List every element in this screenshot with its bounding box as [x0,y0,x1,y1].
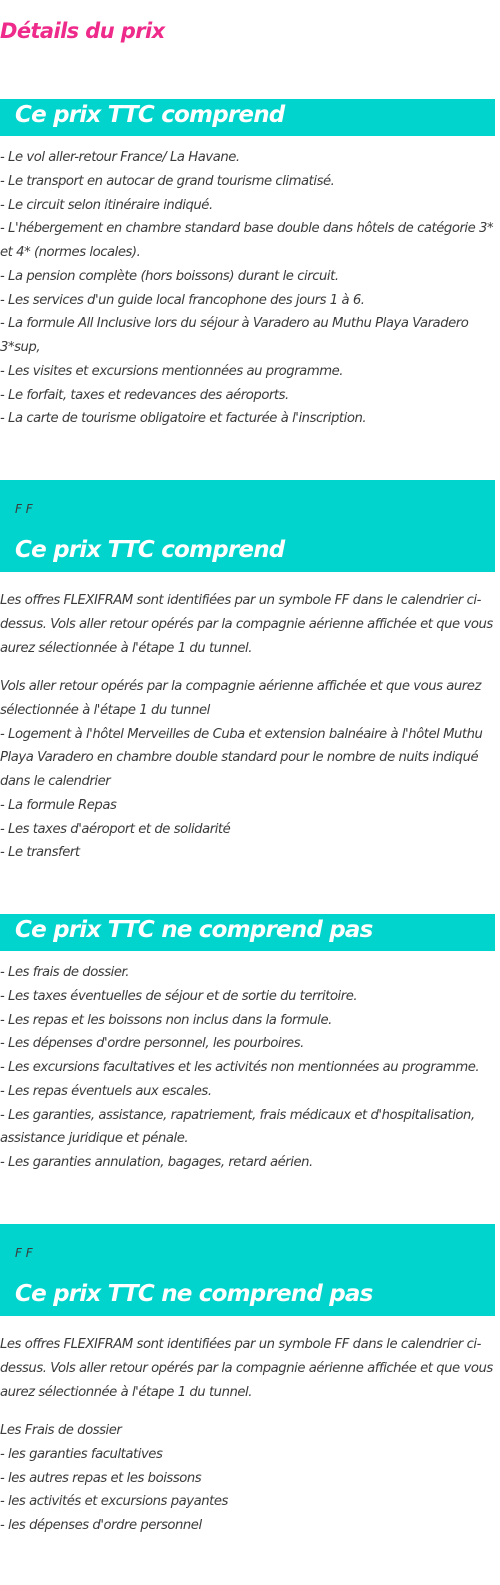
list-item: - Le transfert [0,845,80,861]
list-item: 3*sup, [0,340,41,355]
list-item: - Le vol aller-retour France/ La Havane. [0,150,240,165]
list-item: - Les excursions facultatives et les activités non mentionnées au programme. [0,1060,480,1075]
list-item: Vols aller retour opérés par la compagnie aérienne affichée et que vous aurez [0,679,481,694]
list-item: - Le transport en autocar de grand tourisme climatisé. [0,173,335,189]
flexifram-included-list [0,675,495,865]
list-item: - Le forfait, taxes et redevances des aéroports. [0,387,289,403]
list-item: - La pension complète (hors boissons) durant le circuit. [0,268,339,284]
section-title: Ce prix TTC comprend [15,102,285,128]
list-item: - La formule Repas [0,797,117,813]
list-item: - Le circuit selon itinéraire indiqué. [0,197,213,213]
list-item: - Les repas éventuels aux escales. [0,1083,212,1099]
paragraph-line: dessus. Vols aller retour opérés par la compagnie aérienne affichée et que vous [0,616,493,632]
list-item: - Les dépenses d'ordre personnel, les pourboires. [0,1036,304,1052]
list-item: et 4* (normes locales). [0,245,141,260]
section-header-included [0,99,495,136]
paragraph-line: dessus. Vols aller retour opérés par la compagnie aérienne affichée et que vous [0,1360,493,1376]
list-item: Playa Varadero en chambre double standard pour le nombre de nuits indiqué [0,750,479,766]
list-item: - les activités et excursions payantes [0,1494,228,1510]
section-header-flexifram-included [0,480,495,572]
flexifram-tag: F F [15,502,33,516]
included-list [0,146,495,431]
list-item: - Les repas et les boissons non inclus dans la formule. [0,1012,332,1028]
paragraph-line: aurez sélectionnée à l'étape 1 du tunnel. [0,640,253,656]
page-title: Détails du prix [0,19,165,43]
list-item: - les autres repas et les boissons [0,1470,202,1486]
section-header-not-included [0,914,495,951]
flexifram-intro [0,1333,495,1404]
list-item: - L'hébergement en chambre standard base double dans hôtels de catégorie 3* [0,221,494,237]
paragraph-line: aurez sélectionnée à l'étape 1 du tunnel. [0,1384,253,1400]
list-item: - La formule All Inclusive lors du séjour à Varadero au Muthu Playa Varadero [0,316,469,332]
paragraph-line: Les offres FLEXIFRAM sont identifiées par un symbole FF dans le calendrier ci- [0,593,481,608]
list-item: - les garanties facultatives [0,1446,163,1462]
list-item: - Logement à l'hôtel Merveilles de Cuba et extension balnéaire à l'hôtel Muthu [0,726,483,742]
list-item: - Les frais de dossier. [0,965,130,980]
list-item: - Les taxes éventuelles de séjour et de sortie du territoire. [0,988,358,1004]
section-title: Ce prix TTC ne comprend pas [15,1281,373,1307]
not-included-list [0,961,495,1175]
flexifram-tag: F F [15,1246,33,1260]
list-item: sélectionnée à l'étape 1 du tunnel [0,702,210,718]
list-item: - Les services d'un guide local francophone des jours 1 à 6. [0,292,365,308]
list-item: - Les garanties annulation, bagages, retard aérien. [0,1155,313,1170]
flexifram-not-included-list [0,1419,495,1538]
list-item: Les Frais de dossier [0,1423,122,1438]
list-item: assistance juridique et pénale. [0,1131,189,1147]
section-title: Ce prix TTC ne comprend pas [15,917,373,943]
list-item: - Les taxes d'aéroport et de solidarité [0,821,231,837]
list-item: - les dépenses d'ordre personnel [0,1518,202,1533]
list-item: - La carte de tourisme obligatoire et facturée à l'inscription. [0,411,367,427]
section-header-flexifram-not-included [0,1224,495,1316]
list-item: - Les garanties, assistance, rapatriement, frais médicaux et d'hospitalisation, [0,1107,475,1123]
paragraph-line: Les offres FLEXIFRAM sont identifiées par un symbole FF dans le calendrier ci- [0,1337,481,1352]
list-item: dans le calendrier [0,774,111,789]
section-title: Ce prix TTC comprend [15,537,285,563]
flexifram-intro [0,589,495,660]
list-item: - Les visites et excursions mentionnées au programme. [0,363,344,379]
